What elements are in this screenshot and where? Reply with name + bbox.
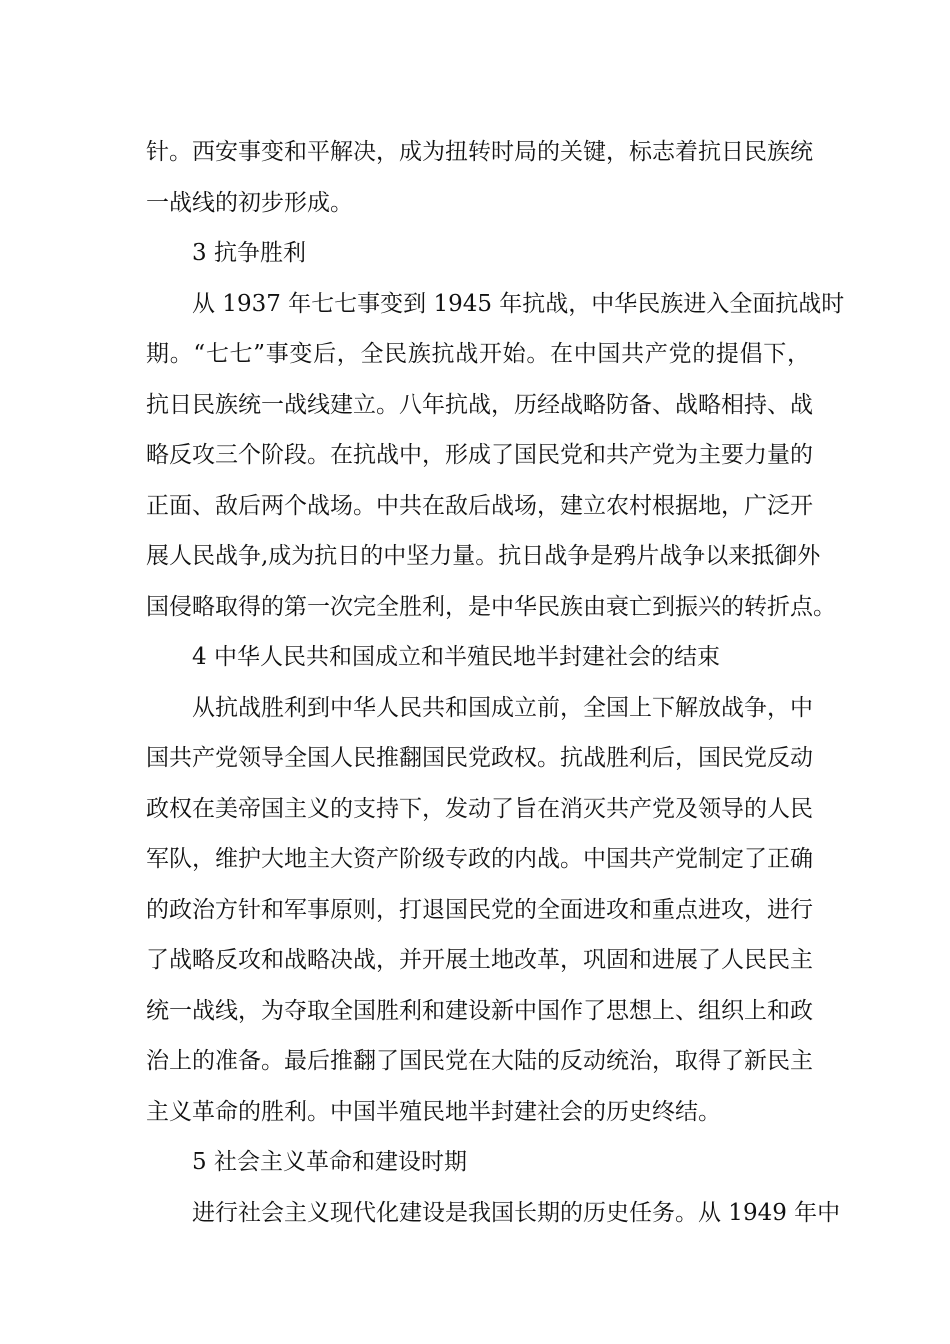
paragraph-line: 从抗战胜利到中华人民共和国成立前，全国上下解放战争，中 — [192, 694, 813, 721]
section-heading: 5 社会主义革命和建设时期 — [192, 1149, 467, 1175]
paragraph-line: 从 1937 年七七事变到 1945 年抗战，中华民族进入全面抗战时 — [192, 290, 845, 317]
paragraph-line: 国侵略取得的第一次完全胜利，是中华民族由衰亡到振兴的转折点。 — [146, 593, 836, 620]
paragraph-line: 的政治方针和军事原则，打退国民党的全面进攻和重点进攻，进行 — [146, 896, 813, 923]
paragraph-line: 统一战线，为夺取全国胜利和建设新中国作了思想上、组织上和政 — [146, 997, 813, 1024]
paragraph-line: 期。“七七”事变后，全民族抗战开始。在中国共产党的提倡下， — [146, 341, 810, 367]
paragraph-line: 治上的准备。最后推翻了国民党在大陆的反动统治，取得了新民主 — [146, 1048, 813, 1074]
paragraph-line: 正面、敌后两个战场。中共在敌后战场，建立农村根据地，广泛开 — [146, 492, 813, 519]
paragraph-line: 针。西安事变和平解决，成为扭转时局的关键，标志着抗日民族统 — [146, 139, 813, 165]
paragraph-line: 展人民战争,成为抗日的中坚力量。抗日战争是鸦片战争以来抵御外 — [146, 543, 821, 569]
paragraph-line: 进行社会主义现代化建设是我国长期的历史任务。从 1949 年中 — [192, 1199, 841, 1226]
paragraph-line: 主义革命的胜利。中国半殖民地半封建社会的历史终结。 — [146, 1098, 721, 1125]
section-heading: 3 抗争胜利 — [192, 240, 306, 266]
paragraph-line: 抗日民族统一战线建立。八年抗战，历经战略防备、战略相持、战 — [146, 391, 813, 418]
document-page — [146, 127, 845, 1238]
paragraph-line: 国共产党领导全国人民推翻国民党政权。抗战胜利后，国民党反动 — [146, 745, 813, 771]
paragraph-line: 略反攻三个阶段。在抗战中，形成了国民党和共产党为主要力量的 — [146, 442, 813, 468]
paragraph-line: 一战线的初步形成。 — [146, 189, 353, 216]
paragraph-line: 了战略反攻和战略决战，并开展土地改革，巩固和进展了人民民主 — [146, 947, 813, 973]
section-heading: 4 中华人民共和国成立和半殖民地半封建社会的结束 — [192, 644, 720, 670]
paragraph-line: 军队，维护大地主大资产阶级专政的内战。中国共产党制定了正确 — [146, 846, 813, 872]
paragraph-line: 政权在美帝国主义的支持下，发动了旨在消灭共产党及领导的人民 — [146, 795, 813, 822]
